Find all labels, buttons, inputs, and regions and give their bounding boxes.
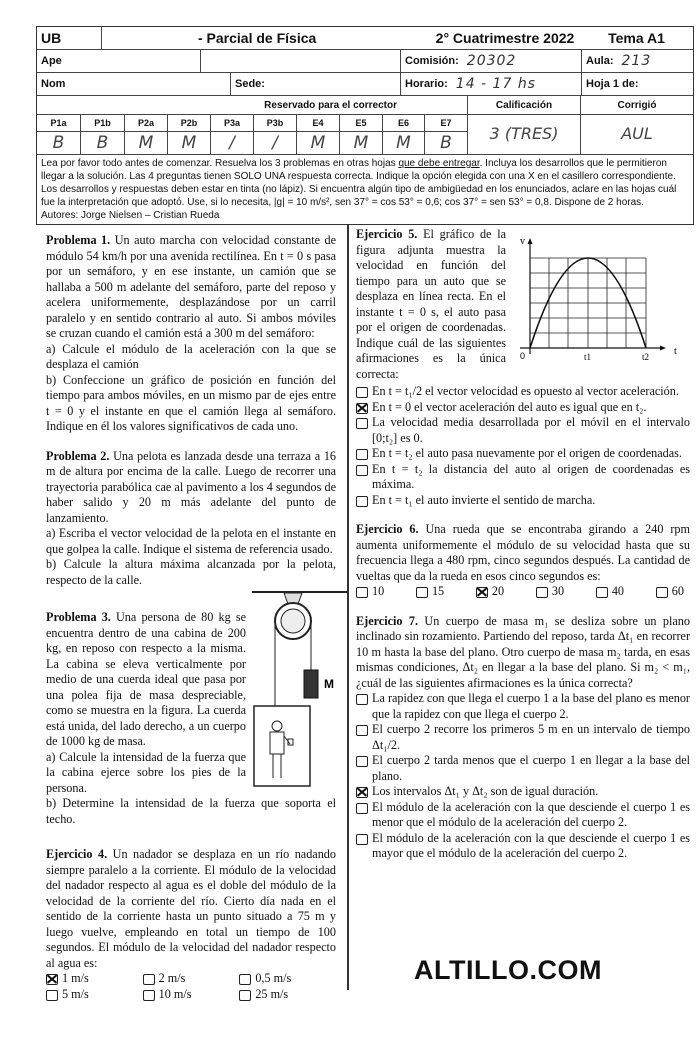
e7-option-2[interactable]: El cuerpo 2 recorre los primeros 5 m en un intervalo de tiempo Δt₁/2. [356,722,690,753]
y-axis-arrow-icon [528,238,533,244]
checkbox-icon[interactable] [416,587,428,598]
apellido-label: Ape [37,50,201,72]
option-10-ms[interactable]: 10 m/s [143,987,240,1003]
option-2-ms[interactable]: 2 m/s [143,971,240,987]
checkbox-icon[interactable] [536,587,548,598]
option-5-ms[interactable]: 5 m/s [46,987,143,1003]
problem-1: Problema 1. Un auto marcha con velocidad constante de módulo 54 km/h por una avenida rectilínea. En t = 0 s pasa por un semáforo, y en ese instante, un camión que se hallaba a 500 m adelante del semáforo, parte del reposo y acelera uniformemente, desplazándose por un carril paralelo y en sentido contrario al auto. Si ambos móviles se cruzan cuando el camión está a 300 m del semáforo: a) Calcule el módulo de la aceleración con la que se desplaza el camión b) Confeccione un gráfico de posición en función del tiempo para ambos móviles, en un mismo par de ejes entre t = 0 y el instante en que el camión llega al semáforo. Indique en él los valores significativos de cada uno. [46,233,336,433]
header-nombre-row [37,73,693,96]
e5-option-6[interactable]: En t = t₁ el auto invierte el sentido de marcha. [356,493,690,509]
e6-option-10[interactable]: 10 [356,584,384,600]
grade-p3a: P3a / [211,115,254,154]
checkbox-icon[interactable] [356,465,368,476]
corrigio-label: Corrigió [617,99,657,111]
problem-3: Problema 3. Una persona de 80 kg se encuentra dentro de una cabina de 200 kg, en reposo con respecto a la misma. La cabina se eleva verticalmente por medio de una cuerda ideal que pasa por una polea fija de masa despreciable, como se muestra en la figura. La cuerda está unida, del lado derecho, a un cuerpo de 1000 kg de masa. a) Calcule la intensidad de la fuerza que la cabina ejerce sobre los pies de la persona. b) Determine la intensidad de la fuerza que soporta el techo. [46,610,336,826]
tick-t2: t2 [642,352,650,362]
option-1-ms[interactable]: 1 m/s [46,971,143,987]
aula-value: 213 [621,53,652,69]
comision-label: Comisión: [405,55,459,67]
velocity-time-chart [512,232,692,362]
exam-title: - Parcial de Física [198,30,317,46]
checkbox-icon[interactable] [46,990,58,1001]
e5-option-3[interactable]: La velocidad media desarrollada por el móvil en el intervalo [0;t₂] es 0. [356,415,690,446]
nombre-label: Nom [37,73,231,95]
corrigio-value: AUL [621,124,653,143]
sede-label: Sede: [235,78,265,90]
horario-value: 14 - 17 hs [455,76,536,92]
e5-option-2[interactable]: En t = 0 el vector aceleración del auto es igual que en t₂. [356,400,690,416]
comision-value: 20302 [466,53,517,69]
term: 2° Cuatrimestre 2022 [435,30,575,46]
e7-option-4[interactable]: Los intervalos Δt₁ y Δt₂ son de igual duración. [356,784,690,800]
checkbox-icon[interactable] [356,756,368,767]
grade-e7: E7 B [425,115,468,154]
e7-option-5[interactable]: El módulo de la aceleración con la que desciende el cuerpo 1 es menor que el módulo de la aceleración del cuerpo 2. [356,800,690,831]
checkbox-icon[interactable] [356,725,368,736]
checkbox-icon[interactable] [356,387,368,398]
exercise-4: Ejercicio 4. Un nadador se desplaza en un río nadando siempre paralelo a la corriente. El módulo de la velocidad del nadador respecto al agua es el doble del módulo de la velocidad de la corriente del río. Cierto día nada en el sentido de la corriente hasta un punto situado a 75 m y luego vuelve, empleando en total un tiempo de 100 segundos. El módulo de la velocidad del nadador respecto al agua es: 1 m/s 2 m/s 0,5 m/s 5 m/s 10 m/s 25 m/s [46,847,336,1001]
instructions: Lea por favor todo antes de comenzar. Resuelva los 3 problemas en otras hojas que debe entregar. Incluya los desarrollos que le permitieron llegar a la solución. Las 4 preguntas tienen SOLO UNA respuesta correcta. Indique la opción elegida con una X en el casillero correspondiente. Los desarrollos y respuestas deben estar en tinta (no lápiz). Si encuentra algún tipo de ambigüedad en los enunciados, aclare en las hojas cuál fue la interpretación que adoptó. Use, si lo necesita, |g| = 10 m/s², sen 37° = cos 53° = 0,6; cos 37° = sen 53° = 0,8. Dispone de 2 horas. Autores: Jorge Nielsen – Cristian Rueda [41,158,677,221]
header-title-row [37,27,693,50]
aula-label: Aula: [586,55,614,67]
checkbox-icon[interactable] [356,803,368,814]
header-corrector-row [37,96,693,115]
problem-2: Problema 2. Una pelota es lanzada desde una terraza a 16 m de altura por encima de la calle. Luego de recorrer una trayectoria parabólica cae al pavimento a los 4 segundos de haber salido y 20 m más adelante del punto de lanzamiento. a) Escriba el vector velocidad de la pelota en el instante en que golpea la calle. Indique el sistema de referencia usado. b) Calcule la altura máxima alcanzada por la pelota, respecto de la calle. [46,448,337,587]
checkbox-checked-icon[interactable] [46,974,58,985]
grade-p1b: P1b B [81,115,125,154]
cabin-icon [254,706,310,786]
calificacion-value: 3 (TRES) [489,124,559,143]
checkbox-icon[interactable] [143,990,155,1001]
grade-p2b: P2b M [168,115,211,154]
e6-option-60[interactable]: 60 [656,584,684,600]
institution: UB [37,27,102,49]
mass-block-icon [304,670,318,698]
exam-header [36,26,694,225]
reserved-label: Reservado para el corrector [37,96,468,114]
e5-option-5[interactable]: En t = t₂ la distancia del auto al origen de coordenadas es máxima. [356,462,690,493]
calificacion-value-cell [468,115,581,154]
x-axis-label: t [674,346,677,357]
exercise-4-options [46,971,336,1002]
checkbox-icon[interactable] [356,587,368,598]
sede-field[interactable] [231,73,401,95]
e7-option-3[interactable]: El cuerpo 2 tarda menos que el cuerpo 1 en llegar a la base del plano. [356,753,690,784]
checkbox-icon[interactable] [356,449,368,460]
apellido-field[interactable] [201,50,401,72]
comision-field[interactable] [401,50,582,72]
corrigio-value-cell [581,115,693,154]
checkbox-icon[interactable] [356,496,368,507]
exercise-5-options [356,384,690,508]
e6-option-30[interactable]: 30 [536,584,564,600]
y-axis-label: v [520,236,525,247]
option-0-5-ms[interactable]: 0,5 m/s [239,971,336,987]
exercise-6-options [356,584,690,600]
grade-p2a: P2a M [125,115,168,154]
e5-option-4[interactable]: En t = t₂ el auto pasa nuevamente por el origen de coordenadas. [356,446,690,462]
exercise-5: Ejercicio 5. El gráfico de la figura adjunta muestra la velocidad en función del tiempo para un auto que se desplaza en línea recta. En el instante t = 0 s, el auto pasa por el origen de coordenadas. Indique cuál de las siguientes afirmaciones es la única correcta: [356,227,506,381]
mass-label: M [324,677,334,691]
tick-t1: t1 [584,352,592,362]
e5-option-1[interactable]: En t = t₁/2 el vector velocidad es opuesto al vector aceleración. [356,384,690,400]
header-apellido-row [37,50,693,73]
grade-p3b: P3b / [254,115,297,154]
checkbox-checked-icon[interactable] [476,587,488,598]
grade-p1a: P1a B [37,115,81,154]
checkbox-checked-icon[interactable] [356,787,368,798]
horario-field[interactable] [401,73,582,95]
tick-0: 0 [520,351,526,361]
hoja-label: Hoja 1 de: [586,78,639,90]
calificacion-label: Calificación [468,96,581,114]
tema: Tema A1 [608,30,665,46]
checkbox-checked-icon[interactable] [356,403,368,414]
checkbox-icon[interactable] [356,418,368,429]
checkbox-icon[interactable] [656,587,668,598]
e7-option-1[interactable]: La rapidez con que llega el cuerpo 1 a la base del plano es menor que la rapidez con que llega el cuerpo 2. [356,691,690,722]
checkbox-icon[interactable] [596,587,608,598]
watermark: ALTILLO.COM [414,955,602,985]
e6-option-15[interactable]: 15 [416,584,444,600]
x-axis-arrow-icon [660,346,666,351]
grades-row [37,115,693,155]
checkbox-icon[interactable] [356,834,368,845]
checkbox-icon[interactable] [239,974,251,985]
authors: Autores: Jorge Nielsen – Cristian Rueda [41,210,220,221]
e6-option-40[interactable]: 40 [596,584,624,600]
e7-option-6[interactable]: El módulo de la aceleración con la que desciende el cuerpo 1 es mayor que el módulo de la aceleración del cuerpo 2. [356,831,690,862]
e6-option-20[interactable]: 20 [476,584,504,600]
aula-field[interactable] [582,50,693,72]
pulley-figure [252,588,348,788]
exercise-6: Ejercicio 6. Una rueda que se encontraba girando a 240 rpm aumenta uniformemente el módulo de su velocidad hasta que su frecuencia llega a 480 rpm, cinco segundos después. La cantidad de vueltas que da la rueda en esos cinco segundos es: 10 15 20 30 40 60 [356,522,690,598]
checkbox-icon[interactable] [143,974,155,985]
grade-e6: E6 M [383,115,425,154]
grade-e4: E4 M [297,115,340,154]
horario-label: Horario: [405,78,448,90]
option-25-ms[interactable]: 25 m/s [239,987,336,1003]
grade-e5: E5 M [340,115,383,154]
checkbox-icon[interactable] [239,990,251,1001]
exercise-7: Ejercicio 7. Un cuerpo de masa m₁ se desliza sobre un plano inclinado sin rozamiento. Partiendo del reposo, tarda Δt₁ en recorrer 10 m hasta la base del plano. Otro cuerpo de masa m₂ tarda, en esas mismas condiciones, Δt₂ en llegar a la base del plano. Si m₂ < m₁, ¿cuál de las siguientes afirmaciones es la única correcta? La rapidez con que llega el cuerpo 1 a la base del plano es menor que la rapidez con que llega el cuerpo 2. El cuerpo 2 recorre los primeros 5 m en un intervalo de tiempo Δt₁/2. El cuerpo 2 tarda menos que el cuerpo 1 en llegar a la base del plano. Los intervalos Δt₁ y Δt₂ son de igual duración. El módulo de la aceleración con la que desciende el cuerpo 1 es menor que el módulo de la aceleración del cuerpo 2. El módulo de la aceleración con la que desciende el cuerpo 1 es mayor que el módulo de la aceleración del cuerpo 2. [356,613,690,860]
checkbox-icon[interactable] [356,694,368,705]
